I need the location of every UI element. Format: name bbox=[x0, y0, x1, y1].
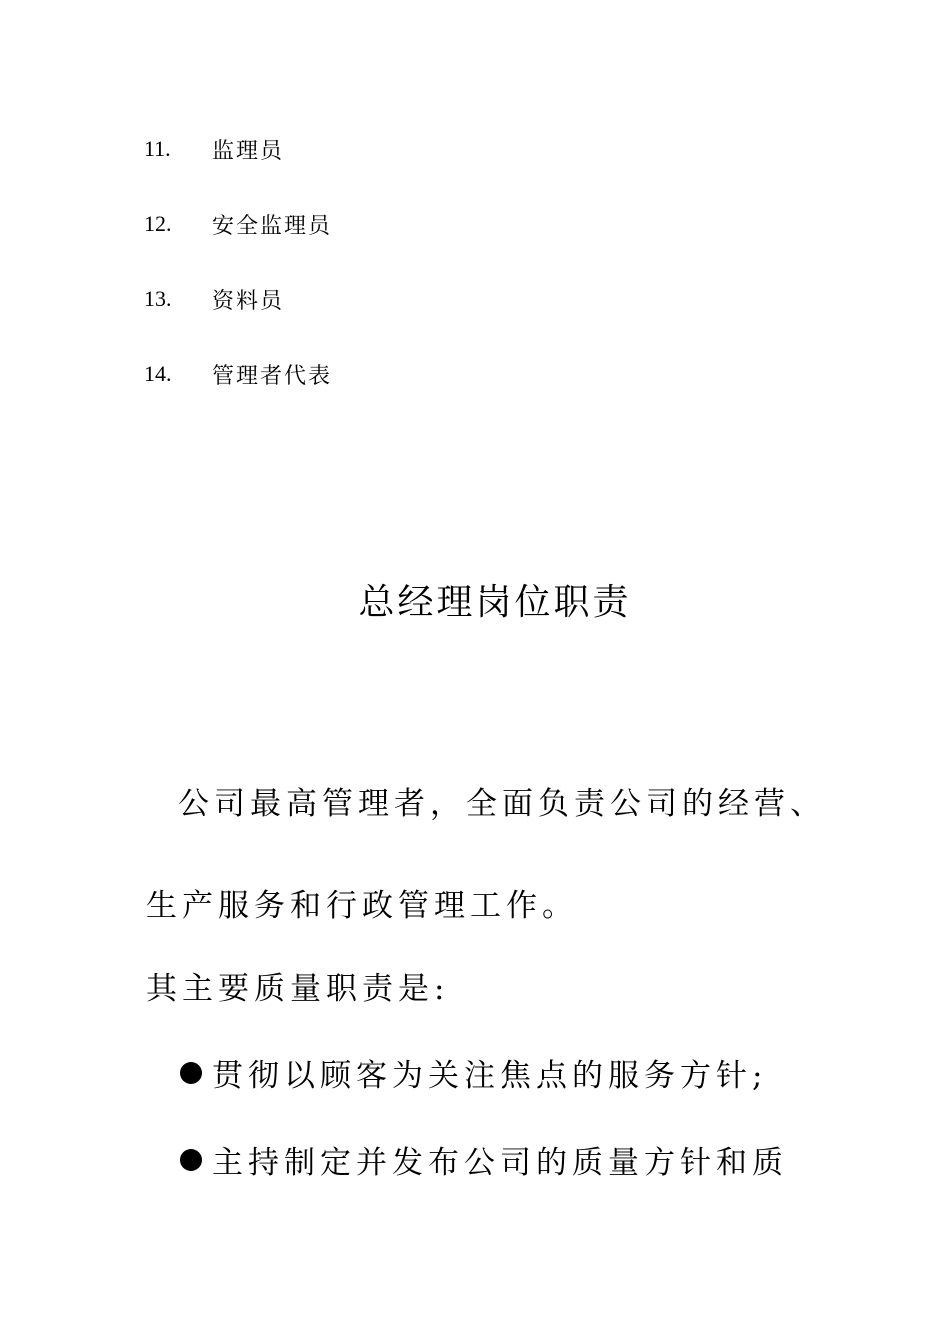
list-item bbox=[144, 209, 332, 239]
list-text: 管理者代表 bbox=[212, 363, 333, 389]
list-item bbox=[144, 134, 284, 164]
bullet-text: 主持制定并发布公司的质量方针和质 bbox=[212, 1145, 788, 1181]
list-text: 安全监理员 bbox=[212, 213, 333, 239]
list-text: 资料员 bbox=[212, 288, 285, 314]
intro-line-2: 生产服务和行政管理工作。 bbox=[146, 888, 578, 924]
list-item bbox=[144, 359, 332, 389]
bullet-item bbox=[180, 1137, 788, 1182]
section-title: 总经理岗位职责 bbox=[358, 582, 632, 623]
list-number: 14. bbox=[144, 361, 172, 386]
bullet-icon bbox=[180, 1062, 202, 1084]
list-number: 11. bbox=[144, 136, 171, 161]
list-number: 12. bbox=[144, 211, 172, 236]
list-number: 13. bbox=[144, 286, 172, 311]
bullet-item bbox=[180, 1050, 767, 1095]
bullet-icon bbox=[180, 1149, 202, 1171]
intro-line-1: 公司最高管理者，全面负责公司的经营、 bbox=[178, 786, 826, 822]
duties-heading: 其主要质量职责是: bbox=[146, 971, 450, 1007]
list-text: 监理员 bbox=[212, 138, 285, 164]
bullet-text: 贯彻以顾客为关注焦点的服务方针; bbox=[212, 1058, 768, 1094]
list-item bbox=[144, 284, 284, 314]
